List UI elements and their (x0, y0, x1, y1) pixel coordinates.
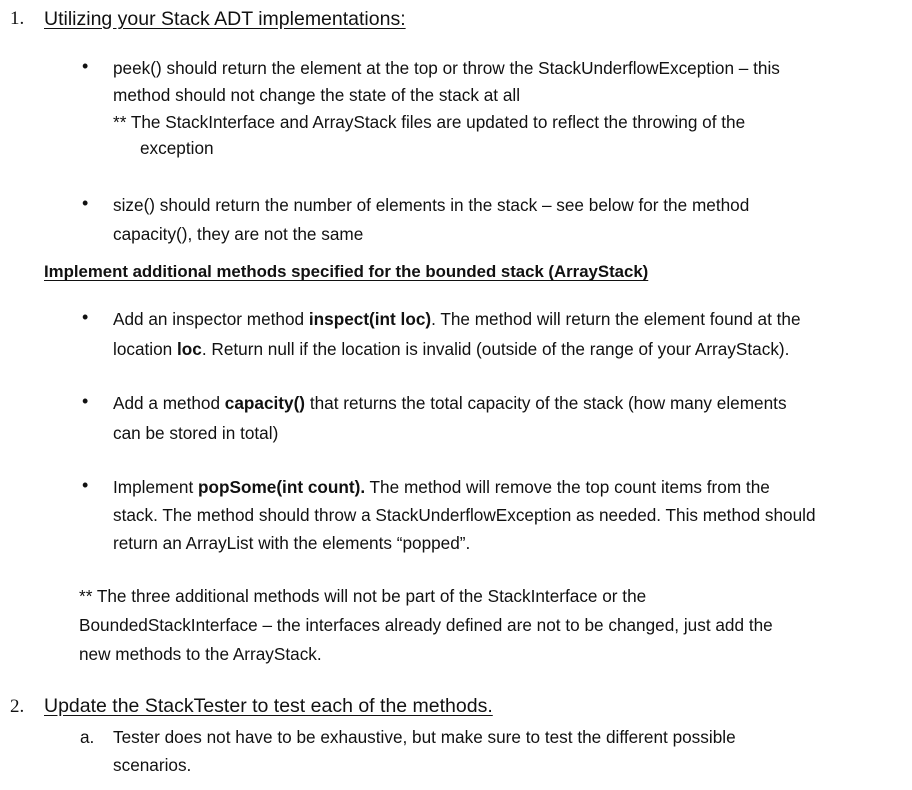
size-line-2: capacity(), they are not the same (113, 224, 364, 244)
peek-line-1: peek() should return the element at the top or throw the StackUnderflowException – this (113, 58, 780, 78)
footnote-line-2: BoundedStackInterface – the interfaces already defined are not to be changed, just add the (79, 615, 773, 635)
bullet-icon: • (82, 391, 89, 411)
capacity-method-name: capacity() (224, 393, 306, 413)
peek-note-line-1: ** The StackInterface and ArrayStack files are updated to reflect the throwing of the (113, 112, 746, 132)
inspect-line-2: location loc. Return null if the location is invalid (outside of the range of your ArrayStack). (113, 339, 790, 359)
capacity-line-2: can be stored in total) (113, 423, 279, 443)
peek-line-2: method should not change the state of the stack at all (113, 85, 521, 105)
section-1-heading: Utilizing your Stack ADT implementations: (44, 8, 406, 30)
bullet-icon: • (82, 475, 89, 495)
popsome-line-2: stack. The method should throw a StackUnderflowException as needed. This method should (113, 505, 816, 525)
loc-param: loc (177, 339, 202, 359)
inspect-method-name: inspect(int loc) (308, 309, 432, 329)
popsome-method-name: popSome(int count). (198, 477, 366, 497)
inspect-line-1: Add an inspector method inspect(int loc). The method will return the element found at the (113, 309, 801, 329)
section-1-number: 1. (10, 8, 25, 29)
section-2-number: 2. (10, 696, 25, 717)
tester-line-1: Tester does not have to be exhaustive, but make sure to test the different possible (113, 727, 736, 747)
popsome-line-3: return an ArrayList with the elements “popped”. (113, 533, 471, 553)
capacity-line-1: Add a method capacity() that returns the total capacity of the stack (how many elements (113, 393, 787, 413)
tester-line-2: scenarios. (113, 755, 192, 775)
peek-note-line-2: exception (140, 138, 214, 158)
bullet-icon: • (82, 193, 89, 213)
footnote-line-1: ** The three additional methods will not be part of the StackInterface or the (79, 586, 647, 606)
list-marker-a: a. (80, 727, 95, 747)
size-line-1: size() should return the number of elements in the stack – see below for the method (113, 195, 750, 215)
section-2-heading: Update the StackTester to test each of the methods. (44, 695, 493, 717)
footnote-line-3: new methods to the ArrayStack. (79, 644, 322, 664)
bounded-stack-subheading: Implement additional methods specified for the bounded stack (ArrayStack) (44, 262, 649, 281)
bullet-icon: • (82, 307, 89, 327)
bullet-icon: • (82, 56, 89, 76)
popsome-line-1: Implement popSome(int count). The method will remove the top count items from the (113, 477, 770, 497)
